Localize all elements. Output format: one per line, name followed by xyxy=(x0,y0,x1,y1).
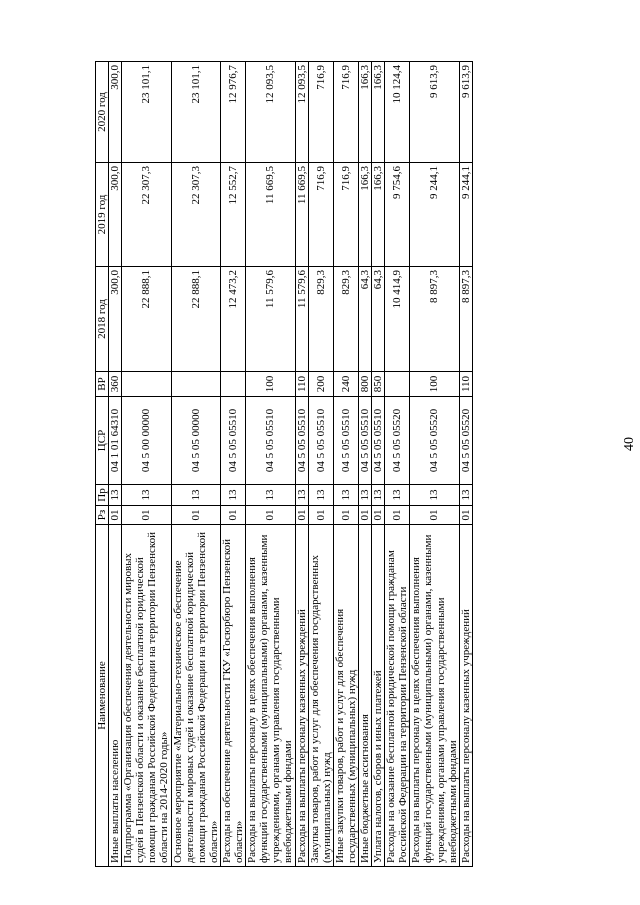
table-row xyxy=(308,62,333,867)
table-cell-csr: 04 5 05 05520 xyxy=(410,397,459,485)
table-cell-2020: 23 101,1 xyxy=(122,62,171,163)
table-cell-rz: 01 xyxy=(385,506,410,525)
table-row xyxy=(295,62,308,867)
table-cell-name: Закупка товаров, работ и услуг для обеспечения государственных (муниципальных) нужд xyxy=(308,525,333,867)
header-rz: Рз xyxy=(96,506,109,525)
table-cell-2020: 9 613,9 xyxy=(459,62,472,163)
header-2020: 2020 год xyxy=(96,62,109,163)
table-cell-2018: 64,3 xyxy=(358,267,371,372)
table-cell-name: Расходы на обеспечение деятельности ГКУ «Госюрбюро Пензенской области» xyxy=(220,525,245,867)
table-cell-csr: 04 5 05 05510 xyxy=(372,397,385,485)
table-cell-2019: 166,3 xyxy=(372,163,385,267)
table-cell-rz: 01 xyxy=(246,506,295,525)
table-row xyxy=(109,62,122,867)
table-row xyxy=(372,62,385,867)
table-cell-pr: 13 xyxy=(171,485,220,506)
table-cell-2019: 9 244,1 xyxy=(410,163,459,267)
table-cell-vr xyxy=(122,372,171,397)
table-row xyxy=(122,62,171,867)
table-cell-pr: 13 xyxy=(333,485,358,506)
table-cell-2020: 12 093,5 xyxy=(246,62,295,163)
table-cell-csr: 04 5 05 05520 xyxy=(459,397,472,485)
table-cell-pr: 13 xyxy=(308,485,333,506)
table-cell-rz: 01 xyxy=(459,506,472,525)
table-cell-2018: 8 897,3 xyxy=(410,267,459,372)
header-2019: 2019 год xyxy=(96,163,109,267)
table-cell-2018: 829,3 xyxy=(333,267,358,372)
header-csr: ЦСР xyxy=(96,397,109,485)
table-cell-pr: 13 xyxy=(410,485,459,506)
table-cell-vr: 100 xyxy=(246,372,295,397)
table-cell-2020: 300,0 xyxy=(109,62,122,163)
table-row xyxy=(358,62,371,867)
table-cell-vr: 800 xyxy=(358,372,371,397)
page-number: 40 xyxy=(622,437,637,451)
table-cell-name: Расходы на выплаты персоналу в целях обеспечения выполнения функций государственными (муниципальными) органами, казенными учреждениями, органами управления государственными внебюджетными фондами xyxy=(410,525,459,867)
table-cell-2020: 166,3 xyxy=(372,62,385,163)
table-cell-pr: 13 xyxy=(109,485,122,506)
table-cell-vr xyxy=(171,372,220,397)
table-cell-rz: 01 xyxy=(109,506,122,525)
table-cell-name: Основное мероприятие «Материально-техническое обеспечение деятельности мировых судей и оказание бесплатной юридической помощи гражданам Российской Федерации на территории Пензенской области» xyxy=(171,525,220,867)
table-cell-2018: 12 473,2 xyxy=(220,267,245,372)
table-row xyxy=(333,62,358,867)
table-cell-name: Иные закупки товаров, работ и услуг для обеспечения государственных (муниципальных) нужд xyxy=(333,525,358,867)
table-cell-name: Уплата налогов, сборов и иных платежей xyxy=(372,525,385,867)
table-cell-pr: 13 xyxy=(372,485,385,506)
table-cell-pr: 13 xyxy=(358,485,371,506)
table-row xyxy=(459,62,472,867)
table-cell-2019: 11 669,5 xyxy=(246,163,295,267)
table-row xyxy=(171,62,220,867)
table-cell-csr: 04 5 00 00000 xyxy=(122,397,171,485)
budget-table xyxy=(95,61,473,867)
table-cell-name: Подпрограмма «Организация обеспечения деятельности мировых судей в Пензенской области и оказание бесплатной юридической помощи гражданам Российской Федерации на территории Пензенской области на 2014-2020 годы» xyxy=(122,525,171,867)
table-cell-2018: 11 579,6 xyxy=(295,267,308,372)
table-cell-vr: 850 xyxy=(372,372,385,397)
table-cell-pr: 13 xyxy=(295,485,308,506)
table-cell-csr: 04 5 05 05510 xyxy=(295,397,308,485)
table-cell-rz: 01 xyxy=(410,506,459,525)
table-cell-2020: 9 613,9 xyxy=(410,62,459,163)
table-row xyxy=(385,62,410,867)
table-cell-name: Расходы на оказание бесплатной юридической помощи гражданам Российской Федерации на территории Пензенской области xyxy=(385,525,410,867)
table-cell-rz: 01 xyxy=(333,506,358,525)
table-cell-rz: 01 xyxy=(171,506,220,525)
table-cell-2019: 12 552,7 xyxy=(220,163,245,267)
table-cell-2018: 64,3 xyxy=(372,267,385,372)
table-cell-2020: 12 093,5 xyxy=(295,62,308,163)
table-cell-2018: 22 888,1 xyxy=(122,267,171,372)
table-cell-csr: 04 5 05 05520 xyxy=(385,397,410,485)
table-cell-rz: 01 xyxy=(308,506,333,525)
table-cell-vr: 360 xyxy=(109,372,122,397)
table-cell-2019: 9 754,6 xyxy=(385,163,410,267)
table-cell-2019: 9 244,1 xyxy=(459,163,472,267)
table-cell-name: Расходы на выплаты персоналу казенных учреждений xyxy=(295,525,308,867)
table-cell-csr: 04 5 05 05510 xyxy=(246,397,295,485)
table-cell-2019: 716,9 xyxy=(333,163,358,267)
table-cell-pr: 13 xyxy=(385,485,410,506)
table-cell-2019: 716,9 xyxy=(308,163,333,267)
table-cell-name: Иные бюджетные ассигнования xyxy=(358,525,371,867)
table-cell-rz: 01 xyxy=(122,506,171,525)
table-cell-rz: 01 xyxy=(372,506,385,525)
table-cell-rz: 01 xyxy=(358,506,371,525)
table-cell-rz: 01 xyxy=(295,506,308,525)
table-cell-2018: 22 888,1 xyxy=(171,267,220,372)
table-cell-vr: 200 xyxy=(308,372,333,397)
table-cell-csr: 04 5 05 00000 xyxy=(171,397,220,485)
table-cell-2020: 12 976,7 xyxy=(220,62,245,163)
table-cell-2020: 716,9 xyxy=(308,62,333,163)
table-cell-rz: 01 xyxy=(220,506,245,525)
table-cell-2020: 10 124,4 xyxy=(385,62,410,163)
table-cell-pr: 13 xyxy=(459,485,472,506)
header-2018: 2018 год xyxy=(96,267,109,372)
table-cell-2018: 10 414,9 xyxy=(385,267,410,372)
table-cell-2019: 300,0 xyxy=(109,163,122,267)
table-cell-name: Расходы на выплаты персоналу в целях обеспечения выполнения функций государственными (муниципальными) органами, казенными учреждениями, органами управления государственными внебюджетными фондами xyxy=(246,525,295,867)
table-cell-vr: 240 xyxy=(333,372,358,397)
table-cell-vr: 110 xyxy=(459,372,472,397)
table-cell-csr: 04 5 05 05510 xyxy=(220,397,245,485)
header-vr: ВР xyxy=(96,372,109,397)
header-pr: Пр xyxy=(96,485,109,506)
table-cell-2018: 829,3 xyxy=(308,267,333,372)
rotated-table-container xyxy=(95,62,550,867)
table-cell-2020: 166,3 xyxy=(358,62,371,163)
table-cell-2020: 23 101,1 xyxy=(171,62,220,163)
table-cell-csr: 04 1 01 64310 xyxy=(109,397,122,485)
table-cell-2019: 166,3 xyxy=(358,163,371,267)
table-row xyxy=(220,62,245,867)
table-cell-vr: 110 xyxy=(295,372,308,397)
table-row xyxy=(246,62,295,867)
table-cell-pr: 13 xyxy=(122,485,171,506)
table-cell-vr xyxy=(220,372,245,397)
table-cell-csr: 04 5 05 05510 xyxy=(333,397,358,485)
table-cell-2019: 22 307,3 xyxy=(122,163,171,267)
table-row xyxy=(410,62,459,867)
table-cell-2019: 22 307,3 xyxy=(171,163,220,267)
table-cell-2018: 11 579,6 xyxy=(246,267,295,372)
table-cell-csr: 04 5 05 05510 xyxy=(358,397,371,485)
header-name: Наименование xyxy=(96,525,109,867)
table-cell-2018: 8 897,3 xyxy=(459,267,472,372)
table-cell-2018: 300,0 xyxy=(109,267,122,372)
table-header-row xyxy=(96,62,109,867)
table-cell-2020: 716,9 xyxy=(333,62,358,163)
table-cell-vr xyxy=(385,372,410,397)
table-cell-name: Иные выплаты населению xyxy=(109,525,122,867)
table-cell-csr: 04 5 05 05510 xyxy=(308,397,333,485)
table-cell-2019: 11 669,5 xyxy=(295,163,308,267)
table-cell-name: Расходы на выплаты персоналу казенных учреждений xyxy=(459,525,472,867)
table-cell-pr: 13 xyxy=(246,485,295,506)
table-cell-vr: 100 xyxy=(410,372,459,397)
table-cell-pr: 13 xyxy=(220,485,245,506)
